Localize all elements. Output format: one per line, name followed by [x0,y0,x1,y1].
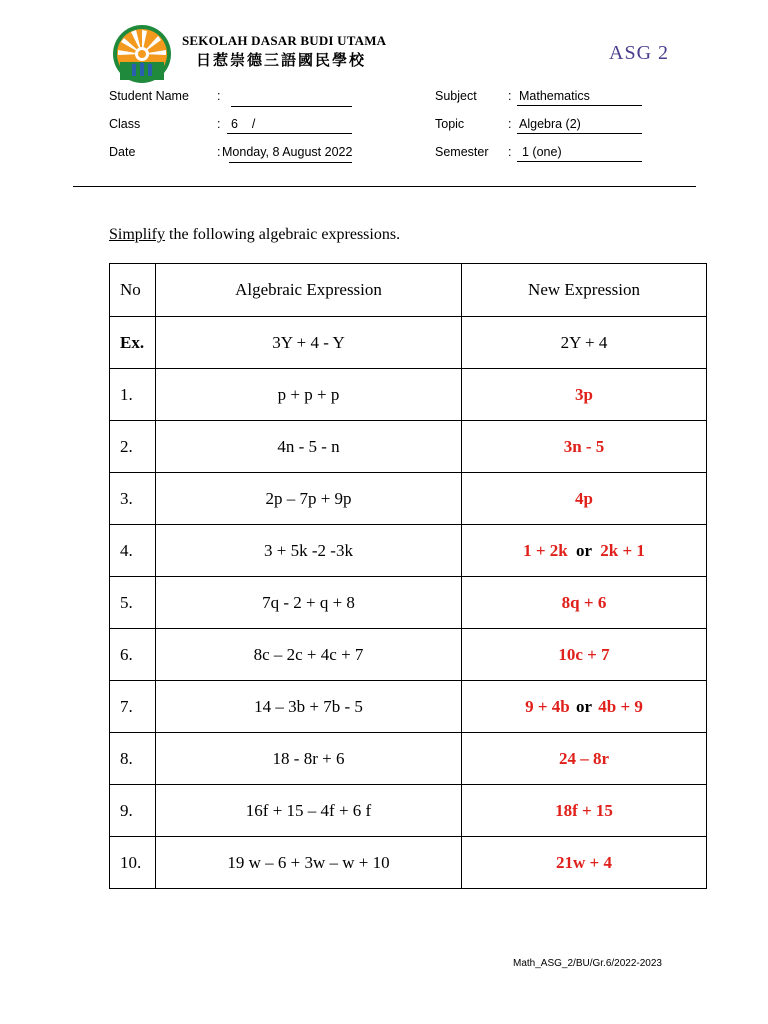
subject-line [517,105,642,106]
row-expression: 16f + 15 – 4f + 6 f [156,785,462,837]
table-row [110,525,707,577]
table-header-row [110,264,707,317]
colon: : [217,117,221,131]
table-row-example [110,317,707,369]
date-line [229,162,352,163]
date-value: Monday, 8 August 2022 [222,145,353,159]
header-divider [73,186,696,187]
row-answer: 4p [462,473,707,525]
row-answer: 8q + 6 [462,577,707,629]
answer-or: or [575,696,593,716]
class-value: 6 / [231,117,256,131]
topic-value: Algebra (2) [519,117,581,131]
assignment-label: ASG 2 [609,42,670,64]
footer-code: Math_ASG_2/BU/Gr.6/2022-2023 [513,958,662,969]
header-expression: Algebraic Expression [156,264,462,317]
answer-or: or [575,540,593,560]
table-row [110,421,707,473]
subject-label: Subject [435,89,477,103]
topic-line [517,133,642,134]
header-no: No [110,264,156,317]
semester-label: Semester [435,145,489,159]
class-line [227,133,352,134]
row-expression: 7q - 2 + q + 8 [156,577,462,629]
row-no: 4. [110,525,156,577]
colon: : [508,89,512,103]
row-answer: 3p [462,369,707,421]
colon: : [508,145,512,159]
row-expression: 4n - 5 - n [156,421,462,473]
colon: : [217,145,221,159]
row-answer [462,525,707,577]
row-answer: 24 – 8r [462,733,707,785]
row-expression: 18 - 8r + 6 [156,733,462,785]
answer-alternative: 2k + 1 [600,540,645,560]
table-row [110,733,707,785]
row-expression: 2p – 7p + 9p [156,473,462,525]
row-no: 6. [110,629,156,681]
row-expression: 3Y + 4 - Y [156,317,462,369]
answer-primary: 1 + 2k [523,540,568,560]
topic-label: Topic [435,117,465,131]
school-name: SEKOLAH DASAR BUDI UTAMA [182,33,387,48]
instruction [109,226,400,244]
row-expression: 14 – 3b + 7b - 5 [156,681,462,733]
row-no: 9. [110,785,156,837]
answer-primary: 9 + 4b [525,696,570,716]
semester-line [517,161,642,162]
row-answer: 3n - 5 [462,421,707,473]
row-no: Ex. [110,317,156,369]
instruction-verb: Simplify [109,226,166,243]
row-answer [462,681,707,733]
row-no: 1. [110,369,156,421]
row-no: 2. [110,421,156,473]
answer-alternative: 4b + 9 [598,696,643,716]
row-expression: 3 + 5k -2 -3k [156,525,462,577]
class-label: Class [109,117,141,131]
row-answer: 21w + 4 [462,837,707,889]
school-name-chinese: 日惹崇德三語國民學校 [196,51,367,69]
table-row [110,369,707,421]
row-no: 3. [110,473,156,525]
row-answer: 10c + 7 [462,629,707,681]
row-answer: 18f + 15 [462,785,707,837]
table-row [110,473,707,525]
date-label: Date [109,145,136,159]
expression-table [109,263,707,889]
semester-value: 1 (one) [522,145,562,159]
student-name-label: Student Name [109,89,189,103]
table-row [110,837,707,889]
colon: : [217,89,221,103]
table-row [110,629,707,681]
row-no: 8. [110,733,156,785]
table-row [110,577,707,629]
row-expression: p + p + p [156,369,462,421]
student-name-line [231,106,352,107]
subject-value: Mathematics [519,89,590,103]
row-expression: 8c – 2c + 4c + 7 [156,629,462,681]
row-no: 5. [110,577,156,629]
school-logo [112,24,172,84]
row-no: 10. [110,837,156,889]
table-row [110,785,707,837]
table-row [110,681,707,733]
header-new-expression: New Expression [462,264,707,317]
row-answer: 2Y + 4 [462,317,707,369]
row-no: 7. [110,681,156,733]
instruction-text: the following algebraic expressions. [165,226,401,243]
colon: : [508,117,512,131]
row-expression: 19 w – 6 + 3w – w + 10 [156,837,462,889]
